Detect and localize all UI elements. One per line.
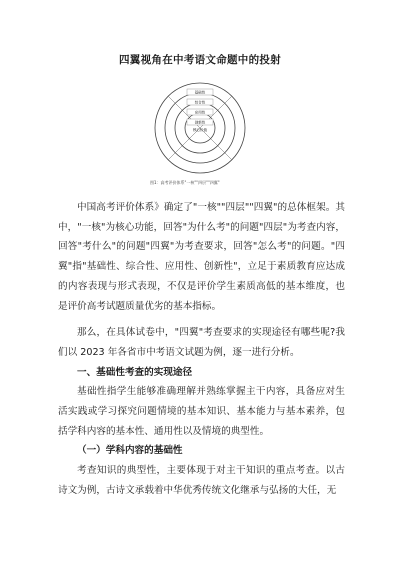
paragraph-intro: 中国高考评价体系》确定了"一核""四层""四翼"的总体框架。其中，"一核"为核心功能，回答"为什么考"的问题"四层"为考查内容，回答"考什么"的问题"四翼"为考查要求，回答"怎么考"的问题。"四翼"指"基础性、综合性、应用性、创新性"，立足于素质教育应达成的内容表现与形式表现，不仅是评价学生素质高低的基本维度，也是评价高考试题质量优劣的基本指标。	[58, 202, 345, 312]
section-heading: 一、基础性考查的实现途径	[77, 366, 193, 378]
figure-caption: 图1：高考评价体系"一核""四层""四翼"	[150, 180, 220, 185]
paragraph-basic: 基础性指学生能够准确理解并熟练掌握主干内容，具备应对生活实践或学习探究问题情境的基本知识、基本能力与基本素养，包括学科内容的基本性、通用性以及情境的典型性。	[58, 386, 345, 437]
document-body	[58, 198, 345, 501]
diagram-label-1: 基础性	[194, 90, 206, 95]
paragraph-question: 那么，在具体试卷中，"四翼"考查要求的实现途径有哪些呢?我们以 2023 年各省市中考语文试题为例，逐一进行分析。	[58, 327, 345, 358]
diagram-center-label: 核心价值	[193, 128, 207, 132]
subsection-heading: （一）学科内容的基础性	[77, 445, 183, 457]
diagram-label-4: 创新性	[194, 120, 206, 125]
diagram-label-2: 综合性	[194, 100, 206, 105]
document-title: 四翼视角在中考语文命题中的投射	[119, 54, 281, 66]
paragraph-knowledge: 考查知识的典型性，主要体现于对主干知识的重点考查。以古诗文为例，古诗文承载着中华优秀传统文化继承与弘扬的大任，无	[58, 465, 345, 496]
diagram-label-3: 应用性	[194, 110, 206, 115]
four-wings-diagram	[140, 80, 260, 180]
